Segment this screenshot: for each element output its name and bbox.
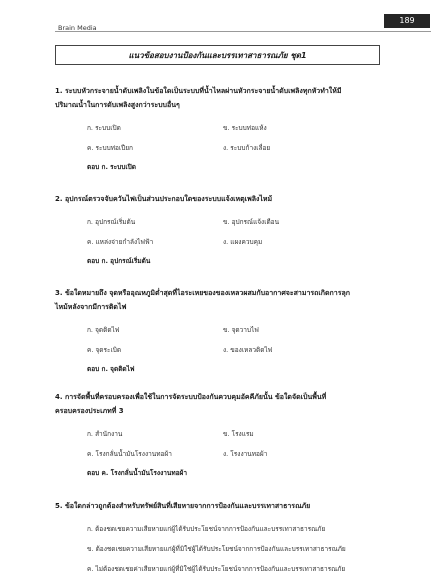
option-c: ค. ไม่ต้องชดเชยค่าเสียหายแก่ผู้ที่มิใช่ผู้ได้รับประโยชน์จากการป้องกันและบรรเทาสาธารณภัย xyxy=(87,565,346,573)
option-c: ค. จุดระเบิด xyxy=(87,346,122,354)
question-line-continued: ครอบครองประเภทที่ 3 xyxy=(55,407,124,415)
answer-line: ตอบ ก. อุปกรณ์เริ่มต้น xyxy=(87,257,151,265)
question-4 xyxy=(55,390,385,482)
question-line: 2. อุปกรณ์ตรวจจับควันไฟเป็นส่วนประกอบใดของระบบแจ้งเหตุเพลิงไหม้ xyxy=(55,195,273,203)
option-a: ก. ระบบเปิด xyxy=(87,124,121,132)
question-line: 3. ข้อใดหมายถึง จุดหรืออุณหภูมิต่ำสุดที่ไอระเหยของของเหลวผสมกับอากาศจะสามารถเกิดการลุก xyxy=(55,289,351,297)
option-a: ก. จุดติดไฟ xyxy=(87,326,120,334)
question-text xyxy=(55,192,385,206)
question-text xyxy=(55,84,385,112)
option-c: ค. ระบบท่อเปียก xyxy=(87,144,133,152)
option-a: ก. ต้องชดเชยความเสียหายแก่ผู้ได้รับประโยชน์จากการป้องกันและบรรเทาสาธารณภัย xyxy=(87,525,326,533)
options-grid xyxy=(55,118,385,158)
option-c: ค. โรงกลั่นน้ำมันโรงงานทอผ้า xyxy=(87,450,172,458)
brand-label: Brain Media xyxy=(58,24,97,32)
option-d: ง. ของเหลวติดไฟ xyxy=(223,346,273,354)
options-grid xyxy=(55,320,385,360)
question-text xyxy=(55,390,385,418)
option-b: ข. โรงแรม xyxy=(223,430,254,438)
option-d: ง. โรงงานทอผ้า xyxy=(223,450,268,458)
question-3 xyxy=(55,286,385,378)
options-list xyxy=(55,519,385,575)
question-line-continued: ปริมาณน้ำในการดับเพลิงสูงกว่าระบบอื่นๆ xyxy=(55,101,180,109)
question-5 xyxy=(55,499,385,575)
option-b: ข. ต้องชดเชยความเสียหายแก่ผู้ที่มิใช่ผู้ได้รับประโยชน์จากการป้องกันและบรรเทาสาธารณภัย xyxy=(87,545,346,553)
question-text xyxy=(55,499,385,513)
header-divider xyxy=(55,31,431,32)
option-d: ง. แผงควบคุม xyxy=(223,238,263,246)
answer-line: ตอบ ก. ระบบเปิด xyxy=(87,163,136,171)
question-line: 5. ข้อใดกล่าวถูกต้องสำหรับทรัพย์สินที่เสียหายจากการป้องกันและบรรเทาสาธารณภัย xyxy=(55,502,311,510)
question-text xyxy=(55,286,385,314)
option-c: ค. แหล่งจ่ายกำลังไฟฟ้า xyxy=(87,238,154,246)
page-header xyxy=(0,0,431,40)
option-b: ข. จุดวาบไฟ xyxy=(223,326,259,334)
option-b: ข. อุปกรณ์แจ้งเตือน xyxy=(223,218,280,226)
option-d: ง. ระบบก้างเลื่อย xyxy=(223,144,271,152)
question-line: 1. ระบบหัวกระจายน้ำดับเพลิงในข้อใดเป็นระบบที่น้ำไหลผ่านหัวกระจายน้ำดับเพลิงทุกหัวทำให้มี xyxy=(55,87,342,95)
option-b: ข. ระบบท่อแห้ง xyxy=(223,124,267,132)
options-grid xyxy=(55,424,385,464)
answer-line: ตอบ ก. จุดติดไฟ xyxy=(87,365,135,373)
options-grid xyxy=(55,212,385,252)
question-1 xyxy=(55,84,385,176)
question-2 xyxy=(55,192,385,270)
question-line: 4. การจัดพื้นที่ครอบครองเพื่อใช้ในการจัดระบบป้องกันควบคุมอัคคีภัยนั้น ข้อใดจัดเป็นพื้นที่ xyxy=(55,393,327,401)
option-a: ก. อุปกรณ์เริ่มต้น xyxy=(87,218,136,226)
page-title: แนวข้อสอบงานป้องกันและบรรเทาสาธารณภัย ชุด1 xyxy=(55,45,380,65)
option-a: ก. สำนักงาน xyxy=(87,430,123,438)
answer-line: ตอบ ค. โรงกลั่นน้ำมันโรงงานทอผ้า xyxy=(87,469,188,477)
question-line-continued: ไหม้หลังจากมีการติดไฟ xyxy=(55,303,127,311)
page-number-badge: 189 xyxy=(384,14,430,28)
